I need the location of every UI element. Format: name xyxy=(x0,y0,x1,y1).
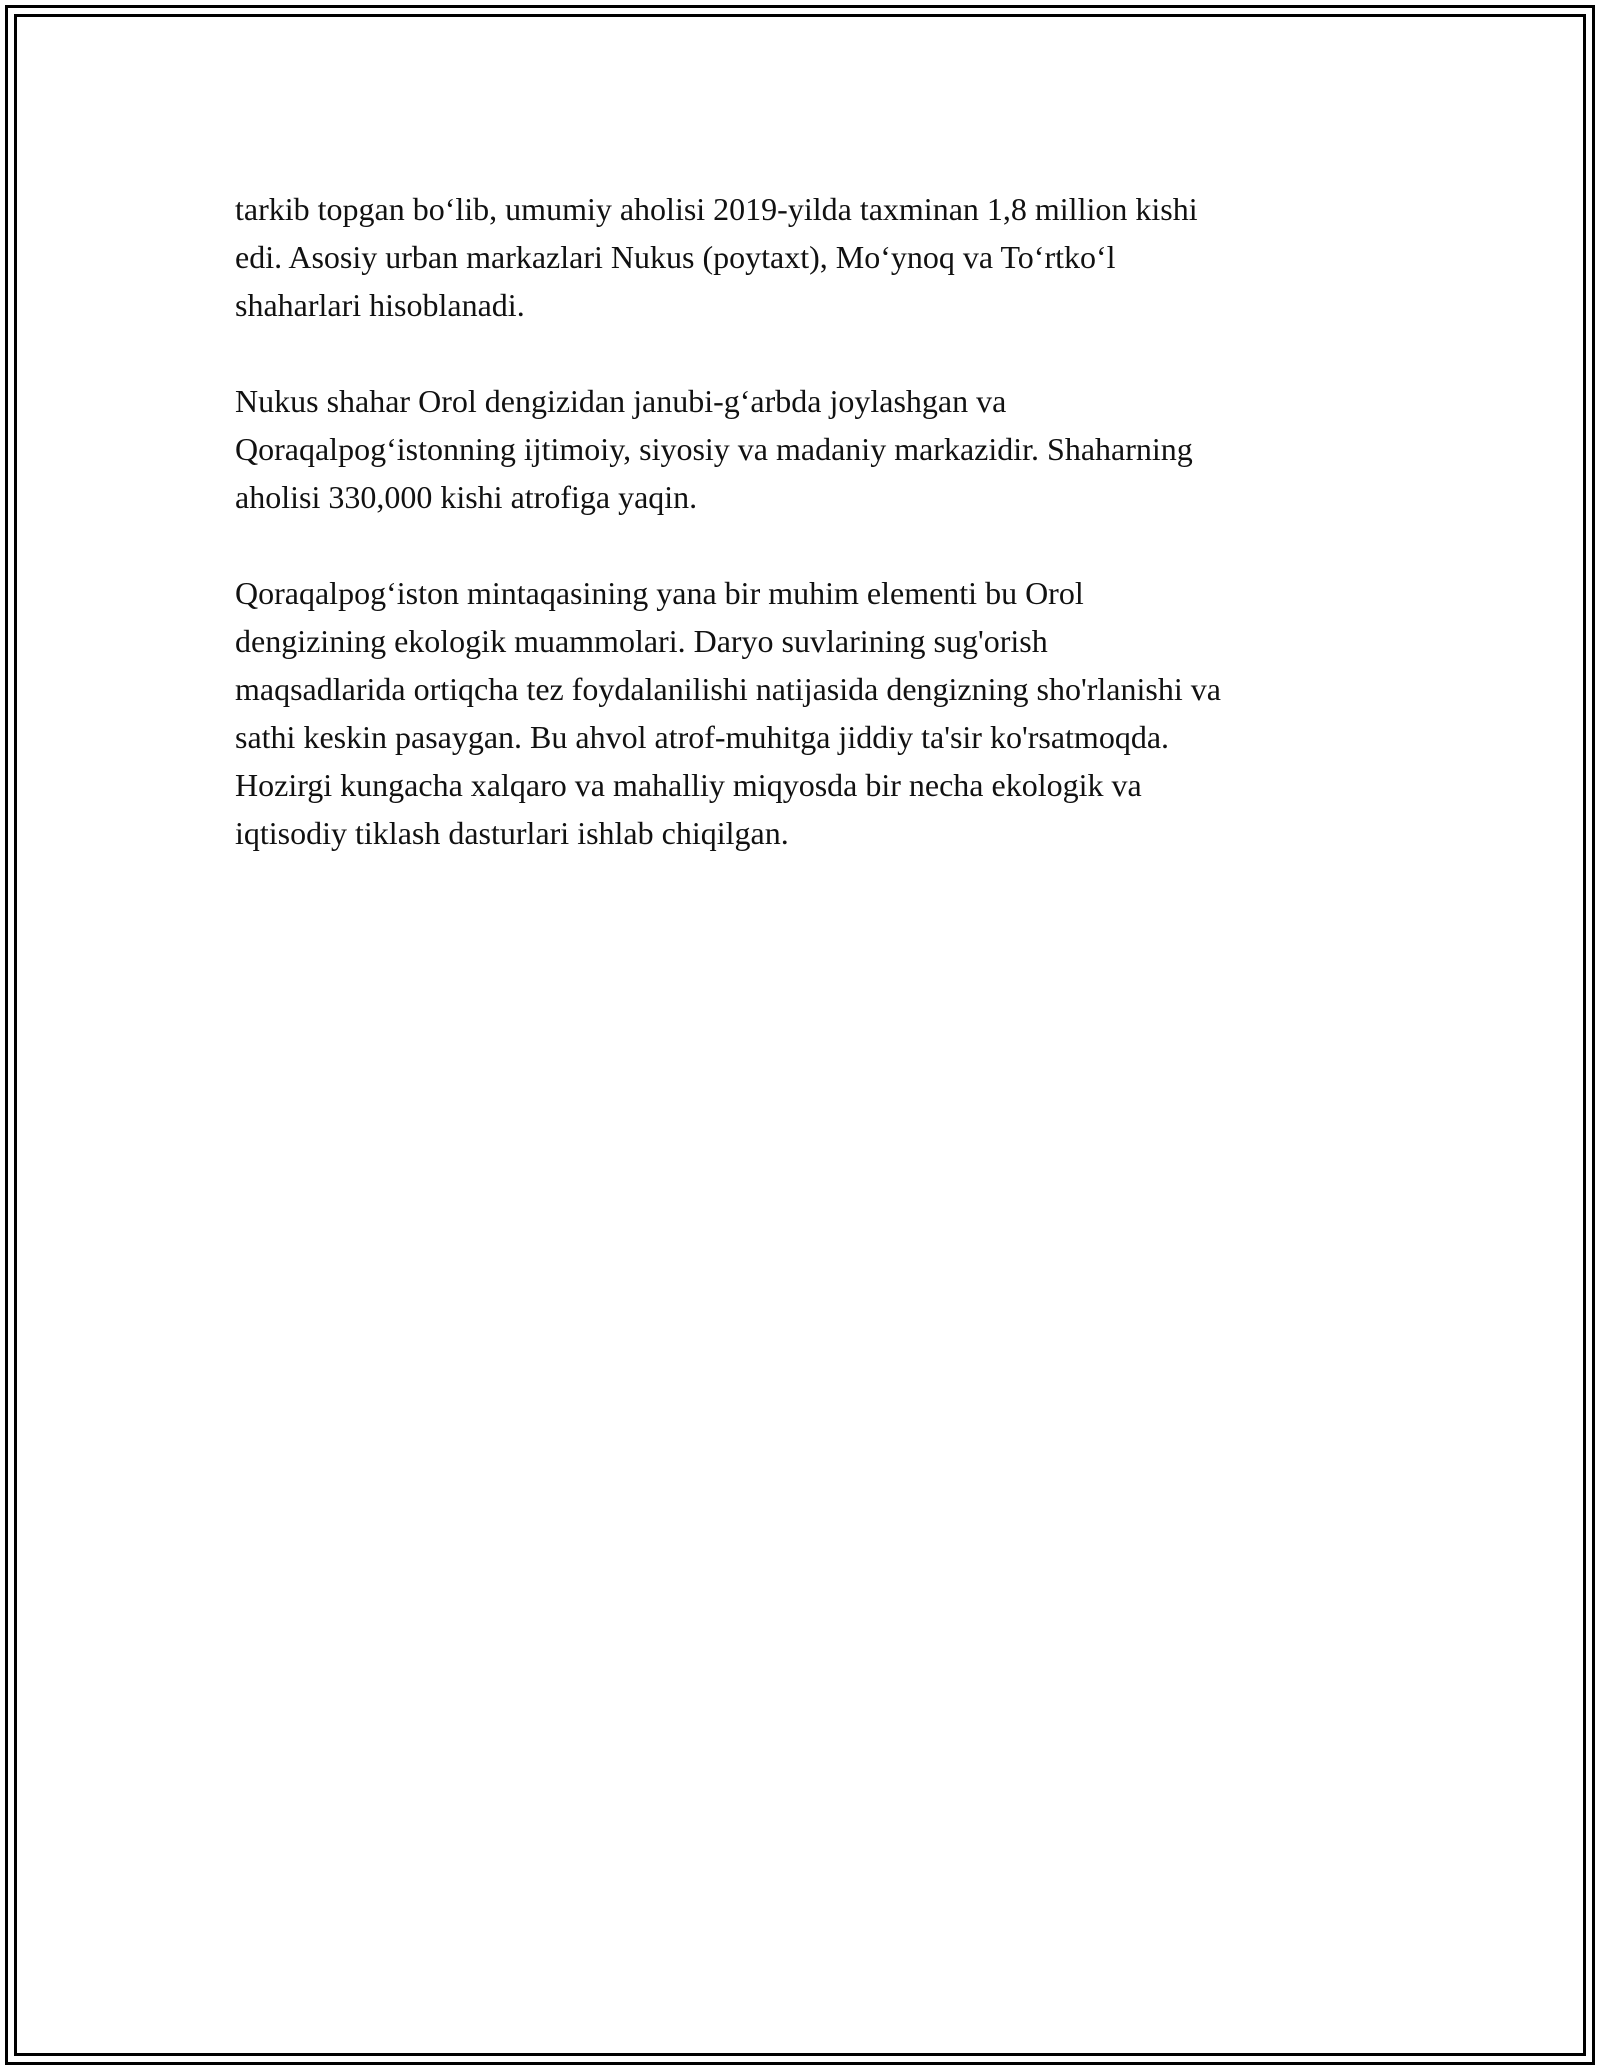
text-line: sathi keskin pasaygan. Bu ahvol atrof-muhitga jiddiy ta'sir ko'rsatmoqda. xyxy=(235,719,1170,755)
text-line: Qoraqalpog‘istonning ijtimoiy, siyosiy va madaniy markazidir. Shaharning xyxy=(235,431,1193,467)
text-line: Nukus shahar Orol dengizidan janubi-g‘arbda joylashgan va xyxy=(235,383,1007,419)
text-line: tarkib topgan bo‘lib, umumiy aholisi 2019-yilda taxminan 1,8 million kishi xyxy=(235,191,1198,227)
text-line: dengizining ekologik muammolari. Daryo suvlarining sug'orish xyxy=(235,623,1048,659)
text-line: iqtisodiy tiklash dasturlari ishlab chiqilgan. xyxy=(235,815,789,851)
text-line: maqsadlarida ortiqcha tez foydalanilishi natijasida dengizning sho'rlanishi va xyxy=(235,671,1221,707)
text-line: edi. Asosiy urban markazlari Nukus (poytaxt), Mo‘ynoq va To‘rtko‘l xyxy=(235,239,1116,275)
paragraph-population xyxy=(235,185,1375,329)
text-line: Hozirgi kungacha xalqaro va mahalliy miqyosda bir necha ekologik va xyxy=(235,767,1142,803)
document-body xyxy=(235,185,1375,905)
text-line: shaharlari hisoblanadi. xyxy=(235,287,525,323)
paragraph-nukus xyxy=(235,377,1375,521)
paragraph-aral-sea xyxy=(235,569,1375,857)
text-line: Qoraqalpog‘iston mintaqasining yana bir muhim elementi bu Orol xyxy=(235,575,1084,611)
text-line: aholisi 330,000 kishi atrofiga yaqin. xyxy=(235,479,698,515)
